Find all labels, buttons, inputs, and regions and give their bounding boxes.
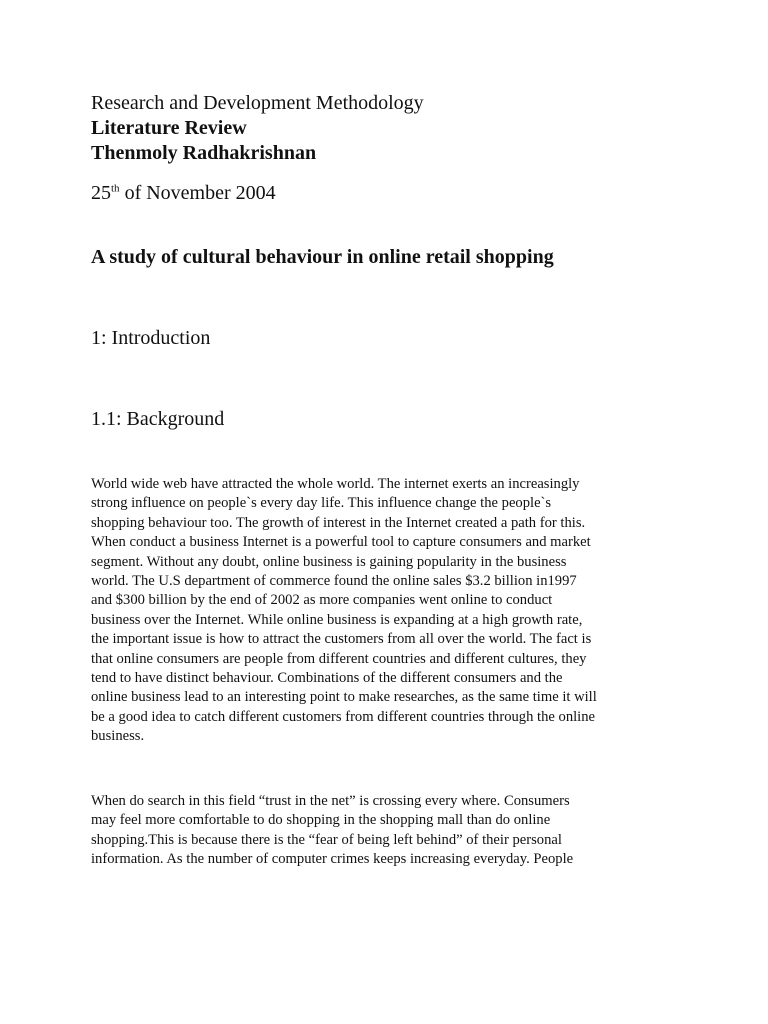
paragraph-line: that online consumers are people from different countries and different cultures, they: [91, 650, 587, 667]
date-day: 25: [91, 182, 111, 204]
paragraph-line: When conduct a business Internet is a powerful tool to capture consumers and market: [91, 534, 591, 551]
document-page: [91, 90, 691, 869]
paragraph-line: business.: [91, 728, 145, 745]
paragraph-line: information. As the number of computer crimes keeps increasing everyday. People: [91, 850, 574, 867]
paragraph-line: be a good idea to catch different customers from different countries through the online: [91, 708, 595, 725]
paragraph-line: When do search in this field “trust in the net” is crossing every where. Consumers: [91, 792, 570, 809]
document-title: A study of cultural behaviour in online retail shopping: [91, 246, 554, 268]
author-name: Thenmoly Radhakrishnan: [91, 142, 317, 164]
paragraph-line: online business lead to an interesting point to make researches, as the same time it will: [91, 689, 597, 706]
subsection-heading: 1.1: Background: [91, 408, 225, 430]
paragraph-line: shopping behaviour too. The growth of interest in the Internet created a path for this.: [91, 514, 586, 531]
course-name: Research and Development Methodology: [91, 92, 424, 114]
paragraph-line: shopping.This is because there is the “fear of being left behind” of their personal: [91, 831, 562, 848]
paragraph-line: segment. Without any doubt, online business is gaining popularity in the business: [91, 553, 567, 570]
paragraph-line: and $300 billion by the end of 2002 as more companies went online to conduct: [91, 592, 553, 609]
paragraph-line: World wide web have attracted the whole world. The internet exerts an increasingly: [91, 476, 580, 492]
paragraph-line: the important issue is how to attract the customers from all over the world. The fact is: [91, 631, 592, 648]
paragraph-line: may feel more comfortable to do shopping in the shopping mall than do online: [91, 812, 551, 829]
date-month-year: of November 2004: [119, 182, 276, 204]
date-suffix: th: [111, 182, 120, 195]
document-date: [91, 180, 691, 206]
paragraph-line: tend to have distinct behaviour. Combinations of the different consumers and the: [91, 670, 563, 687]
paragraph-line: strong influence on people`s every day life. This influence change the people`s: [91, 495, 552, 512]
section-heading: 1: Introduction: [91, 327, 211, 349]
document-type: Literature Review: [91, 117, 247, 139]
paragraph-line: world. The U.S department of commerce found the online sales $3.2 billion in1997: [91, 573, 577, 590]
background-paragraph-1: [91, 475, 691, 747]
paragraph-line: business over the Internet. While online business is expanding at a high growth rate,: [91, 611, 583, 628]
background-paragraph-2: [91, 792, 691, 870]
